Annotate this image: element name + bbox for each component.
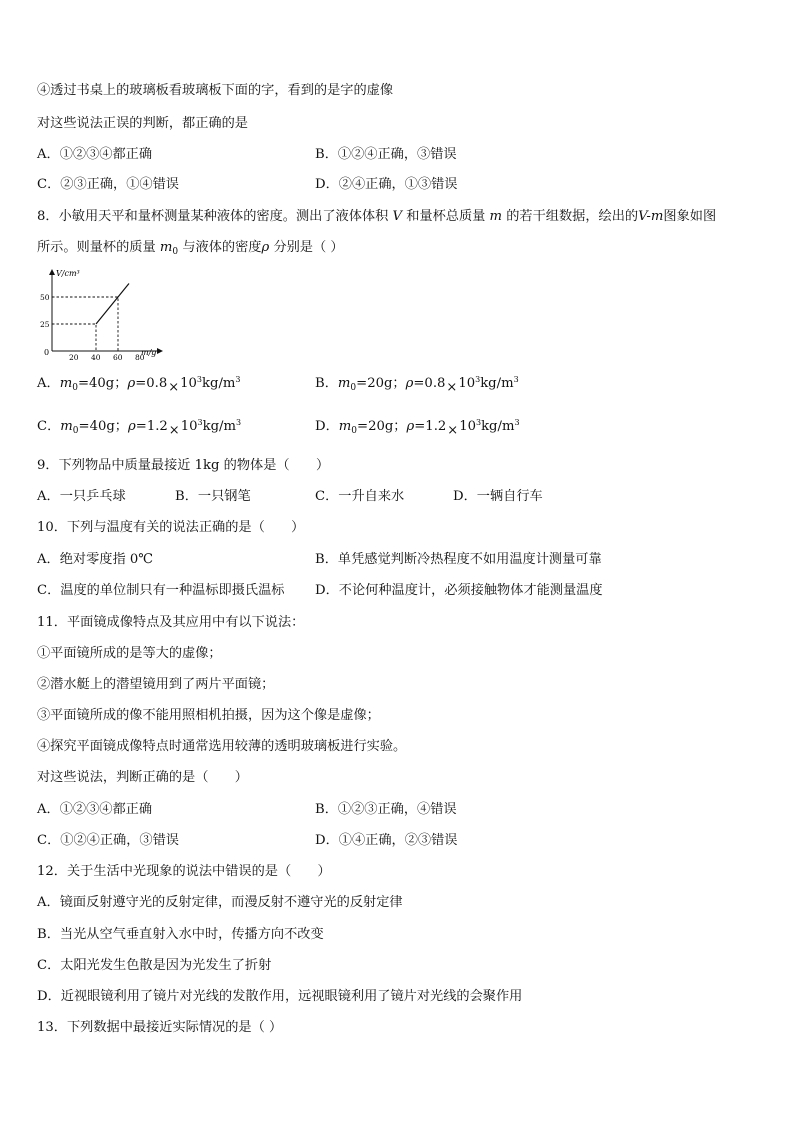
q8-option-d: D．$m_0=20g$；$\rho=1.2\times 10^3kg/m^3$ xyxy=(315,418,520,438)
q7-option-a: A．①②③④都正确 xyxy=(37,147,153,162)
q9-option-b: B．一只钢笔 xyxy=(175,489,251,504)
q11-option-b: B．①②③正确，④错误 xyxy=(315,802,457,817)
q10-option-c: C．温度的单位制只有一种温标即摄氏温标 xyxy=(37,583,285,598)
q12-option-c: C．太阳光发生色散是因为光发生了折射 xyxy=(37,958,272,973)
question-9: 9．下列物品中质量最接近 1kg 的物体是（ ） xyxy=(37,458,330,473)
question-7-prompt: 对这些说法正误的判断，都正确的是 xyxy=(37,116,248,131)
q7-option-b: B．①②④正确，③错误 xyxy=(315,147,457,162)
q11-prompt: 对这些说法，判断正确的是（ ） xyxy=(37,770,248,785)
question-10: 10．下列与温度有关的说法正确的是（ ） xyxy=(37,520,305,535)
question-11: 11．平面镜成像特点及其应用中有以下说法： xyxy=(37,615,305,630)
y-tick-labels xyxy=(40,293,50,329)
x-axis-label: m/g xyxy=(141,348,157,357)
statement-4: ④透过书桌上的玻璃板看玻璃板下面的字，看到的是字的虚像 xyxy=(37,83,394,98)
q10-option-d: D．不论何种温度计，必须接触物体才能测量温度 xyxy=(315,583,603,598)
dashed-guides xyxy=(52,297,118,351)
q11-statement-3: ③平面镜所成的像不能用照相机拍摄，因为这个像是虚像； xyxy=(37,708,380,723)
q8-option-b: B．$m_0=20g$；$\rho=0.8\times 10^3kg/m^3$ xyxy=(315,375,519,395)
question-13: 13．下列数据中最接近实际情况的是（ ） xyxy=(37,1020,283,1035)
volume-mass-graph xyxy=(30,264,170,364)
origin-label: 0 xyxy=(44,348,50,357)
q11-statement-4: ④探究平面镜成像特点时通常选用较薄的透明玻璃板进行实验。 xyxy=(37,739,407,754)
q7-option-c: C．②③正确，①④错误 xyxy=(37,177,179,192)
q7-option-d: D．②④正确，①③错误 xyxy=(315,177,458,192)
q9-option-d: D．一辆自行车 xyxy=(453,489,543,504)
q11-option-c: C．①②④正确，③错误 xyxy=(37,833,179,848)
data-line-1 xyxy=(96,284,129,325)
q9-option-a: A．一只乒乓球 xyxy=(37,489,126,504)
x-tick-labels xyxy=(69,353,145,362)
x-tick-label: 60 xyxy=(113,353,123,362)
q10-option-a: A．绝对零度指 0℃ xyxy=(37,552,153,567)
q12-option-a: A．镜面反射遵守光的反射定律，而漫反射不遵守光的反射定律 xyxy=(37,895,403,910)
y-tick-label: 50 xyxy=(40,293,50,302)
q11-option-a: A．①②③④都正确 xyxy=(37,802,153,817)
x-tick-label: 20 xyxy=(69,353,79,362)
q8-option-c: C．$m_0=40g$；$\rho=1.2\times 10^3kg/m^3$ xyxy=(37,418,242,438)
q11-statement-2: ②潜水艇上的潜望镜用到了两片平面镜； xyxy=(37,677,275,692)
x-tick-label: 80 xyxy=(135,353,145,362)
dashed-guide-1 xyxy=(52,324,96,351)
question-8-line-2: 所示。则量杯的质量 $m_0$ 与液体的密度ρ 分别是（ ） xyxy=(37,240,344,257)
question-12: 12．关于生活中光现象的说法中错误的是（ ） xyxy=(37,864,331,879)
data-line-group xyxy=(96,284,129,325)
q8-option-a: A．$m_0=40g$；$\rho=0.8\times 10^3kg/m^3$ xyxy=(37,375,241,395)
q12-option-b: B．当光从空气垂直射入水中时，传播方向不改变 xyxy=(37,927,324,942)
y-tick-label: 25 xyxy=(40,320,50,329)
q11-statement-1: ①平面镜所成的是等大的虚像； xyxy=(37,646,222,661)
q11-option-d: D．①④正确，②③错误 xyxy=(315,833,458,848)
q9-option-c: C．一升自来水 xyxy=(315,489,405,504)
y-axis-label: V/cm³ xyxy=(56,269,80,278)
q12-option-d: D．近视眼镜利用了镜片对光线的发散作用，远视眼镜利用了镜片对光线的会聚作用 xyxy=(37,989,523,1004)
question-8-line-1: 8．小敏用天平和量杯测量某种液体的密度。测出了液体体积 V 和量杯总质量 m 的若干组数据，绘出的V-m图象如图 xyxy=(37,209,717,224)
q10-option-b: B．单凭感觉判断冷热程度不如用温度计测量可靠 xyxy=(315,552,602,567)
x-tick-label: 40 xyxy=(91,353,101,362)
